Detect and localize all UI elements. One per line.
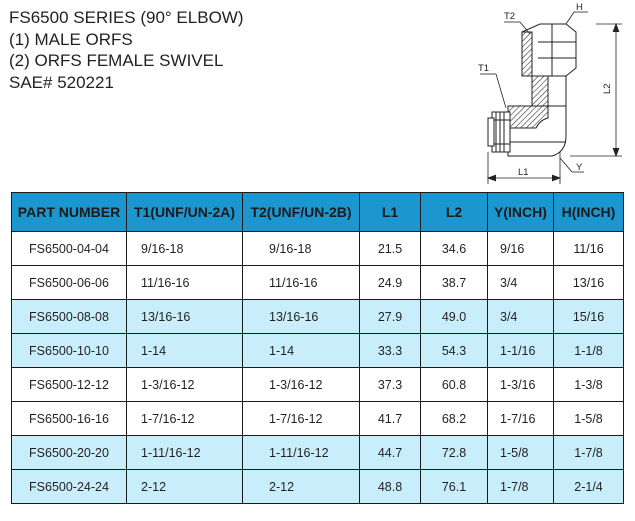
cell-t1: 1-3/16-12 xyxy=(127,368,243,402)
end-2-description: (2) ORFS FEMALE SWIVEL xyxy=(9,51,224,70)
cell-l2: 38.7 xyxy=(421,266,488,300)
cell-t2: 1-7/16-12 xyxy=(243,402,360,436)
table-row xyxy=(12,368,624,402)
spec-table xyxy=(11,192,624,504)
cell-t1: 1-14 xyxy=(127,334,243,368)
cell-l1: 33.3 xyxy=(360,334,421,368)
cell-y: 1-5/8 xyxy=(488,436,554,470)
cell-h: 1-7/8 xyxy=(554,436,624,470)
col-l2: L2 xyxy=(421,193,488,232)
cell-l1: 41.7 xyxy=(360,402,421,436)
cell-l1: 21.5 xyxy=(360,232,421,266)
cell-h: 1-1/8 xyxy=(554,334,624,368)
cell-y: 9/16 xyxy=(488,232,554,266)
cell-part: FS6500-20-20 xyxy=(12,436,127,470)
cell-y: 3/4 xyxy=(488,266,554,300)
cell-l1: 24.9 xyxy=(360,266,421,300)
cell-part: FS6500-06-06 xyxy=(12,266,127,300)
cell-l2: 54.3 xyxy=(421,334,488,368)
cell-y: 3/4 xyxy=(488,300,554,334)
table-row xyxy=(12,232,624,266)
cell-t2: 13/16-16 xyxy=(243,300,360,334)
cell-h: 11/16 xyxy=(554,232,624,266)
cell-t2: 1-3/16-12 xyxy=(243,368,360,402)
cell-l2: 60.8 xyxy=(421,368,488,402)
cell-l1: 48.8 xyxy=(360,470,421,504)
col-t2: T2(UNF/UN-2B) xyxy=(243,193,360,232)
cell-t2: 11/16-16 xyxy=(243,266,360,300)
cell-t1: 1-7/16-12 xyxy=(127,402,243,436)
end-1-description: (1) MALE ORFS xyxy=(9,29,133,49)
male-orfs-end xyxy=(492,112,510,152)
cell-part: FS6500-24-24 xyxy=(12,470,127,504)
body-vertical-wall xyxy=(532,76,548,106)
table-header-row xyxy=(12,193,624,232)
cell-t1: 1-11/16-12 xyxy=(127,436,243,470)
cell-h: 1-5/8 xyxy=(554,402,624,436)
l2-label: L2 xyxy=(602,83,613,94)
cell-part: FS6500-12-12 xyxy=(12,368,127,402)
cell-y: 1-1/16 xyxy=(488,334,554,368)
table-row xyxy=(12,470,624,504)
cell-y: 1-7/8 xyxy=(488,470,554,504)
cell-y: 1-3/16 xyxy=(488,368,554,402)
cell-l2: 34.6 xyxy=(421,232,488,266)
cell-t1: 13/16-16 xyxy=(127,300,243,334)
cell-l2: 76.1 xyxy=(421,470,488,504)
series-title: FS6500 SERIES (90° ELBOW) xyxy=(9,8,244,27)
table-row xyxy=(12,402,624,436)
cell-l2: 68.2 xyxy=(421,402,488,436)
cell-l2: 72.8 xyxy=(421,436,488,470)
t1-label: T1 xyxy=(478,63,490,74)
col-part-number: PART NUMBER xyxy=(12,193,127,232)
table-row xyxy=(12,266,624,300)
cell-l2: 49.0 xyxy=(421,300,488,334)
nut-hatched-wall xyxy=(522,32,532,76)
cell-t1: 11/16-16 xyxy=(127,266,243,300)
cell-l1: 27.9 xyxy=(360,300,421,334)
cell-h: 1-3/8 xyxy=(554,368,624,402)
table-row xyxy=(12,300,624,334)
col-y: Y(INCH) xyxy=(488,193,554,232)
cell-part: FS6500-16-16 xyxy=(12,402,127,436)
cell-h: 2-1/4 xyxy=(554,470,624,504)
cell-t1: 9/16-18 xyxy=(127,232,243,266)
series-header xyxy=(9,7,244,93)
cell-t2: 9/16-18 xyxy=(243,232,360,266)
t2-label: T2 xyxy=(504,11,516,22)
cell-t2: 1-11/16-12 xyxy=(243,436,360,470)
cell-t2: 2-12 xyxy=(243,470,360,504)
l1-label: L1 xyxy=(518,167,529,178)
cell-h: 15/16 xyxy=(554,300,624,334)
cell-part: FS6500-10-10 xyxy=(12,334,127,368)
y-label: Y xyxy=(576,162,583,173)
col-l1: L1 xyxy=(360,193,421,232)
cell-l1: 44.7 xyxy=(360,436,421,470)
cell-l1: 37.3 xyxy=(360,368,421,402)
cell-part: FS6500-08-08 xyxy=(12,300,127,334)
elbow-fitting-drawing xyxy=(448,2,634,188)
col-t1: T1(UNF/UN-2A) xyxy=(127,193,243,232)
col-h: H(INCH) xyxy=(554,193,624,232)
cell-t2: 1-14 xyxy=(243,334,360,368)
sae-number: SAE# 520221 xyxy=(9,72,114,92)
cell-y: 1-7/16 xyxy=(488,402,554,436)
table-row xyxy=(12,436,624,470)
cell-h: 13/16 xyxy=(554,266,624,300)
h-label: H xyxy=(576,2,583,13)
table-row xyxy=(12,334,624,368)
cell-part: FS6500-04-04 xyxy=(12,232,127,266)
cell-t1: 2-12 xyxy=(127,470,243,504)
